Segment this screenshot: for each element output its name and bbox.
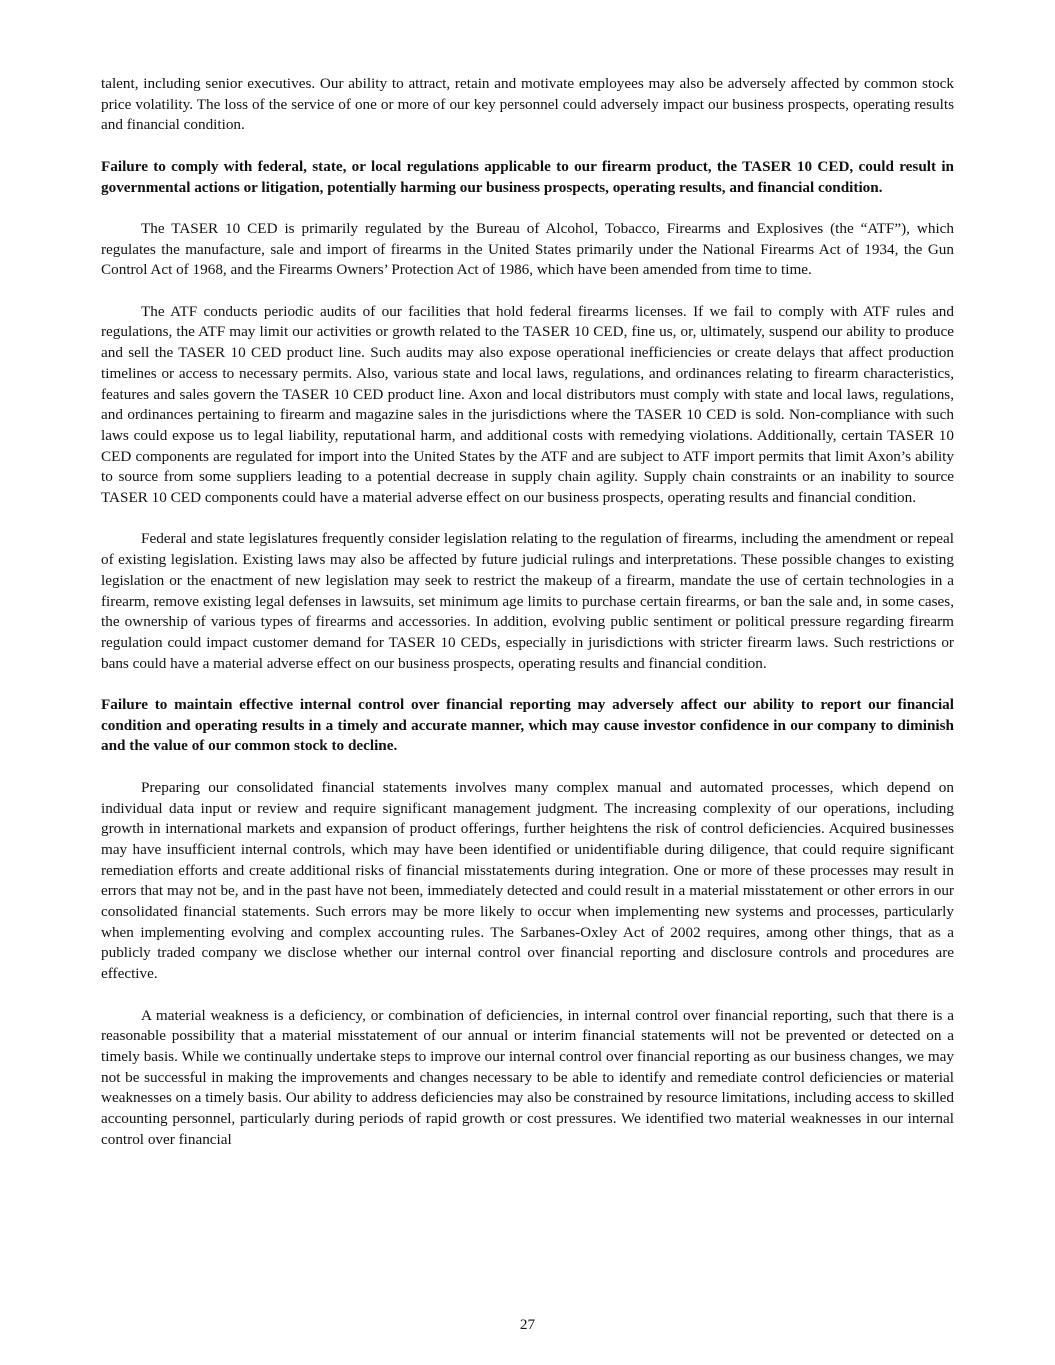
paragraph-material-weakness: A material weakness is a deficiency, or combination of deficiencies, in internal control over financial reporting, such that there is a reasonable possibility that a material misstatement of our annual or interim financial statements will not be prevented or detected on a timely basis. While we continually undertake steps to improve our internal control over financial reporting as our business changes, we may not be successful in making the improvements and changes necessary to be able to identify and remediate control deficiencies or material weaknesses on a timely basis. Our ability to address deficiencies may also be constrained by resource limitations, including access to skilled accounting personnel, particularly during periods of rapid growth or cost pressures. We identified two material weaknesses in our internal control over financial xyxy=(101,1006,954,1148)
document-body xyxy=(101,74,954,1171)
risk-heading-internal-control: Failure to maintain effective internal control over financial reporting may adversely affect our ability to report our financial condition and operating results in a timely and accurate manner, which may cause investor confidence in our company to diminish and the value of our common stock to decline. xyxy=(101,696,954,755)
page-number: 27 xyxy=(519,1316,536,1333)
paragraph-atf-audits: The ATF conducts periodic audits of our facilities that hold federal firearms licenses. If we fail to comply with ATF rules and regulations, the ATF may limit our activities or growth related to the TASER 10 CED, fine us, or, ultimately, suspend our ability to produce and sell the TASER 10 CED product line. Such audits may also expose operational inefficiencies or create delays that affect production timelines or access to necessary permits. Also, various state and local laws, regulations, and ordinances relating to firearm characteristics, features and sales govern the TASER 10 CED product line. Axon and local distributors must comply with state and local laws, regulations, and ordinances pertaining to firearm and magazine sales in the jurisdictions where the TASER 10 CED is sold. Non-compliance with such laws could expose us to legal liability, reputational harm, and additional costs with remedying violations. Additionally, certain TASER 10 CED components are regulated for import into the United States by the ATF and are subject to ATF import permits that limit Axon’s ability to source from some suppliers leading to a potential decrease in supply chain agility. Supply chain constraints or an inability to source TASER 10 CED components could have a material adverse effect on our business prospects, operating results and financial condition. xyxy=(101,302,954,507)
paragraph-firearm-legislation: Federal and state legislatures frequently consider legislation relating to the regulation of firearms, including the amendment or repeal of existing legislation. Existing laws may also be affected by future judicial rulings and interpretations. These possible changes to existing legislation or the enactment of new legislation may seek to restrict the makeup of a firearm, mandate the use of certain technologies in a firearm, remove existing legal defenses in lawsuits, set minimum age limits to purchase certain firearms, or ban the sale and, in some cases, the ownership of various types of firearms and accessories. In addition, evolving public sentiment or political pressure regarding firearm regulation could impact customer demand for TASER 10 CEDs, especially in jurisdictions with stricter firearm laws. Such restrictions or bans could have a material adverse effect on our business prospects, operating results and financial condition. xyxy=(101,530,954,672)
paragraph-financial-statements: Preparing our consolidated financial statements involves many complex manual and automated processes, which depend on individual data input or review and require significant management judgment. The increasing complexity of our operations, including growth in international markets and expansion of product offerings, further heightens the risk of control deficiencies. Acquired businesses may have insufficient internal controls, which may have been identified or unidentifiable during diligence, that could require significant remediation efforts and create additional risks of financial misstatements during integration. One or more of these processes may result in errors that may not be, and in the past have not been, immediately detected and could result in a material misstatement or other errors in our consolidated financial statements. Such errors may be more likely to occur when implementing new systems and processes, particularly when implementing evolving and complex accounting rules. The Sarbanes-Oxley Act of 2002 requires, among other things, that as a publicly traded company we disclose whether our internal control over financial reporting and disclosure controls and procedures are effective. xyxy=(101,778,954,983)
risk-heading-firearm-regulation: Failure to comply with federal, state, or local regulations applicable to our firearm product, the TASER 10 CED, could result in governmental actions or litigation, potentially harming our business prospects, operating results, and financial condition. xyxy=(101,157,954,196)
paragraph-key-personnel: talent, including senior executives. Our ability to attract, retain and motivate employees may also be adversely affected by common stock price volatility. The loss of the service of one or more of our key personnel could adversely impact our business prospects, operating results and financial condition. xyxy=(101,75,954,134)
paragraph-atf-regulation: The TASER 10 CED is primarily regulated by the Bureau of Alcohol, Tobacco, Firearms and Explosives (the “ATF”), which regulates the manufacture, sale and import of firearms in the United States primarily under the National Firearms Act of 1934, the Gun Control Act of 1968, and the Firearms Owners’ Protection Act of 1986, which have been amended from time to time. xyxy=(101,219,954,279)
